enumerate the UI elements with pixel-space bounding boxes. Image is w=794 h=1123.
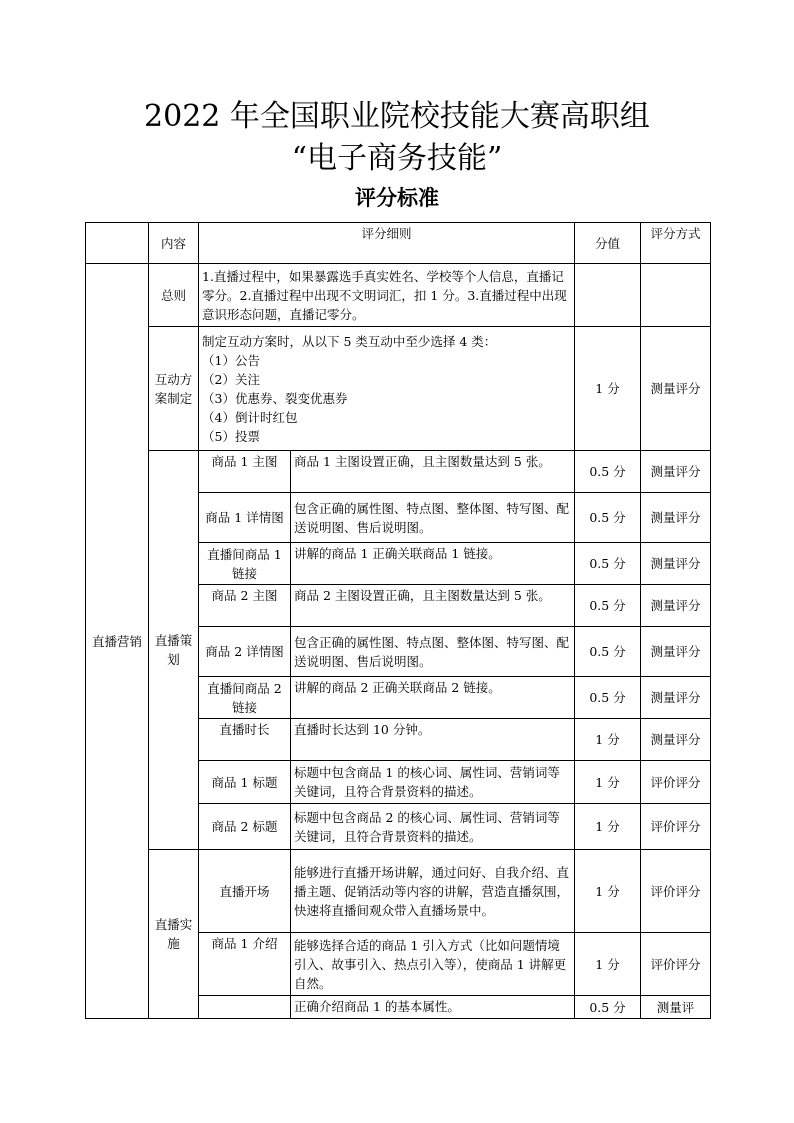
planning-item: 商品 1 主图 [199,451,291,493]
general-detail: 1.直播过程中，如果暴露选手真实姓名、学校等个人信息，直播记零分。2.直播过程中出现不文明词汇，扣 1 分。3.直播过程中出现意识形态问题，直播记零分。 [199,264,575,327]
implementation-score: 0.5 分 [575,996,641,1019]
section-live-marketing: 直播营销 [86,264,149,1019]
implementation-score: 1 分 [575,933,641,996]
implementation-item [199,996,291,1019]
document-title-line2: “电子商务技能” [291,141,503,176]
implementation-item: 商品 1 介绍 [199,933,291,996]
interaction-option: （4）倒计时红包 [202,409,298,425]
planning-detail: 讲解的商品 1 正确关联商品 1 链接。 [291,543,575,585]
planning-item: 商品 2 标题 [199,804,291,850]
interaction-option: （2）关注 [202,371,260,387]
planning-score: 1 分 [575,804,641,850]
planning-detail: 讲解的商品 2 正确关联商品 2 链接。 [291,677,575,719]
planning-score: 0.5 分 [575,627,641,677]
planning-score: 0.5 分 [575,543,641,585]
header-content: 内容 [149,223,199,264]
planning-detail: 包含正确的属性图、特点图、整体图、特写图、配送说明图、售后说明图。 [291,493,575,543]
planning-score: 0.5 分 [575,451,641,493]
table-header-row [86,223,711,264]
planning-item: 商品 1 标题 [199,761,291,804]
general-score [575,264,641,327]
planning-detail: 商品 2 主图设置正确，且主图数量达到 5 张。 [291,585,575,627]
implementation-method: 评价评分 [641,850,711,933]
implementation-detail: 正确介绍商品 1 的基本属性。 [291,996,575,1019]
planning-label: 直播策划 [149,451,199,850]
implementation-score: 1 分 [575,850,641,933]
planning-detail: 商品 1 主图设置正确，且主图数量达到 5 张。 [291,451,575,493]
planning-item: 直播时长 [199,719,291,761]
header-score: 分值 [575,223,641,264]
document-title-line1: 2022 年全国职业院校技能大赛高职组 [144,99,650,134]
planning-item: 直播间商品 2 链接 [199,677,291,719]
interaction-method: 测量评分 [641,327,711,451]
planning-score: 1 分 [575,719,641,761]
table-row [86,451,711,493]
planning-score: 0.5 分 [575,677,641,719]
document-subtitle: 评分标准 [355,185,439,210]
interaction-option: （1）公告 [202,352,260,368]
planning-detail: 标题中包含商品 1 的核心词、属性词、营销词等关键词，且符合背景资料的描述。 [291,761,575,804]
interaction-label: 互动方案制定 [149,327,199,451]
planning-method: 测量评分 [641,451,711,493]
planning-score: 1 分 [575,761,641,804]
planning-method: 测量评分 [641,493,711,543]
table-row [86,850,711,933]
planning-detail: 包含正确的属性图、特点图、整体图、特写图、配送说明图、售后说明图。 [291,627,575,677]
scoring-table [85,222,711,1019]
planning-method: 测量评分 [641,677,711,719]
planning-score: 0.5 分 [575,493,641,543]
interaction-score: 1 分 [575,327,641,451]
planning-item: 商品 2 详情图 [199,627,291,677]
interaction-intro: 制定互动方案时，从以下 5 类互动中至少选择 4 类： [202,333,497,349]
planning-item: 直播间商品 1 链接 [199,543,291,585]
implementation-label: 直播实施 [149,850,199,1019]
header-detail: 评分细则 [199,223,575,264]
interaction-option: （5）投票 [202,428,260,444]
planning-method: 评价评分 [641,804,711,850]
planning-item: 商品 1 详情图 [199,493,291,543]
table-row [86,327,711,451]
planning-method: 测量评分 [641,627,711,677]
general-method [641,264,711,327]
interaction-detail [199,327,575,451]
general-label: 总则 [149,264,199,327]
implementation-detail: 能够进行直播开场讲解，通过问好、自我介绍、直播主题、促销活动等内容的讲解，营造直播氛围，快速将直播间观众带入直播场景中。 [291,850,575,933]
planning-method: 测量评分 [641,543,711,585]
table-row [86,264,711,327]
implementation-method: 测量评 [641,996,711,1019]
planning-detail: 直播时长达到 10 分钟。 [291,719,575,761]
header-blank [86,223,149,264]
planning-method: 评价评分 [641,761,711,804]
planning-method: 测量评分 [641,719,711,761]
implementation-detail: 能够选择合适的商品 1 引入方式（比如问题情境引入、故事引入、热点引入等），使商品 1 讲解更自然。 [291,933,575,996]
header-method: 评分方式 [641,223,711,264]
planning-score: 0.5 分 [575,585,641,627]
implementation-method: 评价评分 [641,933,711,996]
interaction-option: （3）优惠券、裂变优惠券 [202,390,348,406]
planning-item: 商品 2 主图 [199,585,291,627]
implementation-item: 直播开场 [199,850,291,933]
planning-method: 测量评分 [641,585,711,627]
planning-detail: 标题中包含商品 2 的核心词、属性词、营销词等关键词，且符合背景资料的描述。 [291,804,575,850]
